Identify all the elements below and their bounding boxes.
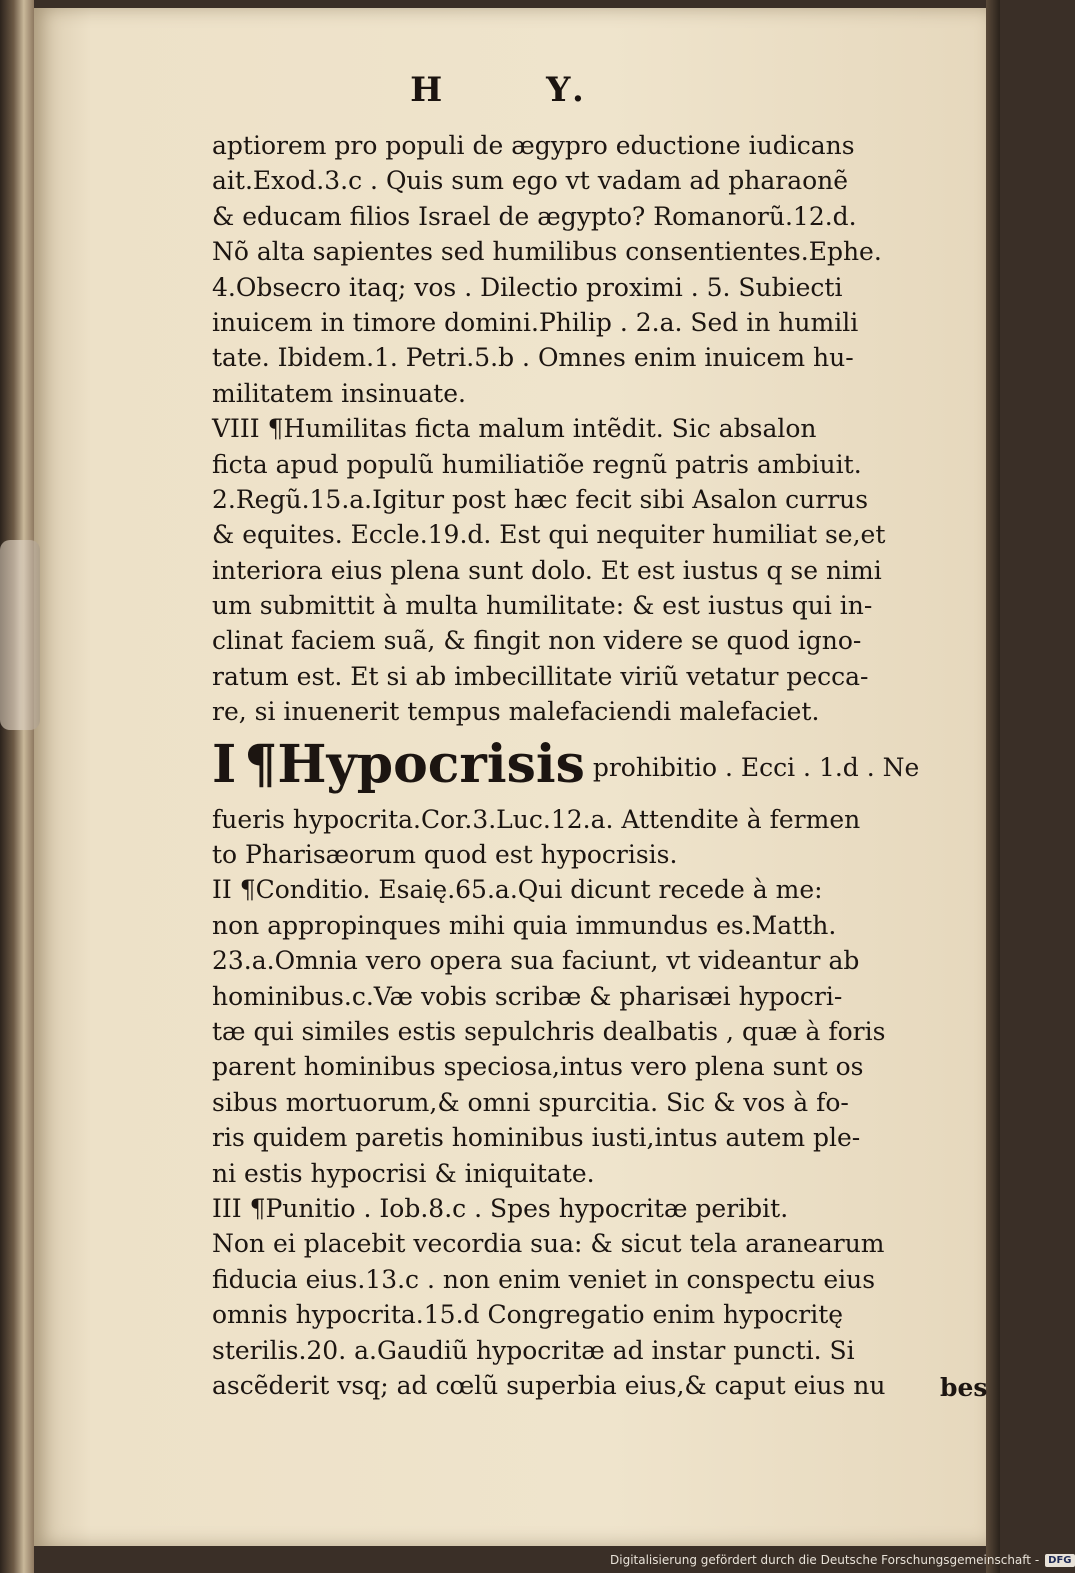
text-line: ficta apud populũ humiliatiõe regnũ patris ambiuit.	[212, 449, 862, 479]
text-line: to Pharisæorum quod est hypocrisis.	[212, 840, 678, 870]
text-line: ascẽderit vsq; ad cœlũ superbia eius,& caput eius nu	[212, 1370, 886, 1400]
text-line: ni estis hypocrisi & iniquitate.	[212, 1158, 595, 1188]
text-line: non appropinques mihi quia immundus es.Matth.	[212, 910, 837, 940]
text-line: hominibus.c.Væ vobis scribæ & pharisæi hypocri-	[212, 981, 843, 1011]
text-block-after	[212, 802, 957, 1404]
text-line: clinat faciem suã, & fingit non videre se quod igno-	[212, 626, 862, 656]
text-line: parent hominibus speciosa,intus vero plena sunt os	[212, 1052, 864, 1082]
text-line: sibus mortuorum,& omni spurcitia. Sic & vos à fo-	[212, 1087, 849, 1117]
running-header	[0, 70, 1000, 110]
text-line: 4.Obsecro itaq; vos . Dilectio proximi . 5. Subiecti	[212, 272, 843, 302]
clasp	[0, 540, 40, 730]
header-left: H	[410, 70, 449, 110]
text-line: interiora eius plena sunt dolo. Et est iustus q se nimi	[212, 555, 882, 585]
body-text	[212, 128, 957, 1403]
text-line: Non ei placebit vecordia sua: & sicut tela aranearum	[212, 1229, 885, 1259]
text-line: inuicem in timore domini.Philip . 2.a. Sed in humili	[212, 307, 859, 337]
text-line: 2.Regũ.15.a.Igitur post hæc fecit sibi Asalon currus	[212, 484, 869, 514]
text-line: sterilis.20. a.Gaudiũ hypocritæ ad instar puncti. Si	[212, 1335, 855, 1365]
catchword: bes	[940, 1373, 988, 1402]
text-block-before	[212, 128, 957, 730]
text-line: 23.a.Omnia vero opera sua faciunt, vt videantur ab	[212, 946, 860, 976]
text-line: um submittit à multa humilitate: & est iustus qui in-	[212, 591, 873, 621]
text-line: ratum est. Et si ab imbecillitate viriũ vetatur pecca-	[212, 661, 869, 691]
section-heading	[212, 730, 957, 800]
text-line: re, si inuenerit tempus malefaciendi malefaciet.	[212, 697, 820, 727]
text-line: militatem insinuate.	[212, 378, 466, 408]
text-line: VIII ¶Humilitas ficta malum intẽdit. Sic absalon	[212, 414, 817, 444]
text-line: ait.Exod.3.c . Quis sum ego vt vadam ad pharaonẽ	[212, 166, 849, 196]
text-line: fueris hypocrita.Cor.3.Luc.12.a. Attendite à fermen	[212, 804, 861, 834]
text-line: fiducia eius.13.c . non enim veniet in conspectu eius	[212, 1264, 876, 1294]
text-line: & equites. Eccle.19.d. Est qui nequiter humiliat se,et	[212, 520, 886, 550]
heading-rest: prohibitio . Ecci . 1.d . Ne	[592, 752, 920, 782]
text-line: aptiorem pro populi de ægypro eductione iudicans	[212, 131, 855, 160]
text-line: III ¶Punitio . Iob.8.c . Spes hypocritæ peribit.	[212, 1193, 789, 1223]
book-edge	[0, 0, 34, 1573]
heading-numeral: I	[212, 733, 237, 795]
text-line: Nõ alta sapientes sed humilibus consentientes.Ephe.	[212, 237, 882, 267]
text-line: tate. Ibidem.1. Petri.5.b . Omnes enim inuicem hu-	[212, 343, 854, 373]
header-right: Y.	[546, 70, 590, 110]
heading-title: ¶Hypocrisis	[244, 733, 585, 795]
dfg-logo: DFG	[1045, 1554, 1074, 1567]
book-right-edge	[986, 0, 1000, 1573]
text-line: tæ qui similes estis sepulchris dealbatis , quæ à foris	[212, 1016, 886, 1046]
text-line: ris quidem paretis hominibus iusti,intus autem ple-	[212, 1123, 861, 1153]
text-line: omnis hypocrita.15.d Congregatio enim hypocritę	[212, 1300, 844, 1330]
footer-text: Digitalisierung gefördert durch die Deutsche Forschungsgemeinschaft -	[610, 1553, 1040, 1567]
text-line: II ¶Conditio. Esaię.65.a.Qui dicunt recede à me:	[212, 875, 823, 905]
footer	[610, 1550, 1075, 1570]
text-line: & educam filios Israel de ægypto? Romanorũ.12.d.	[212, 201, 857, 231]
